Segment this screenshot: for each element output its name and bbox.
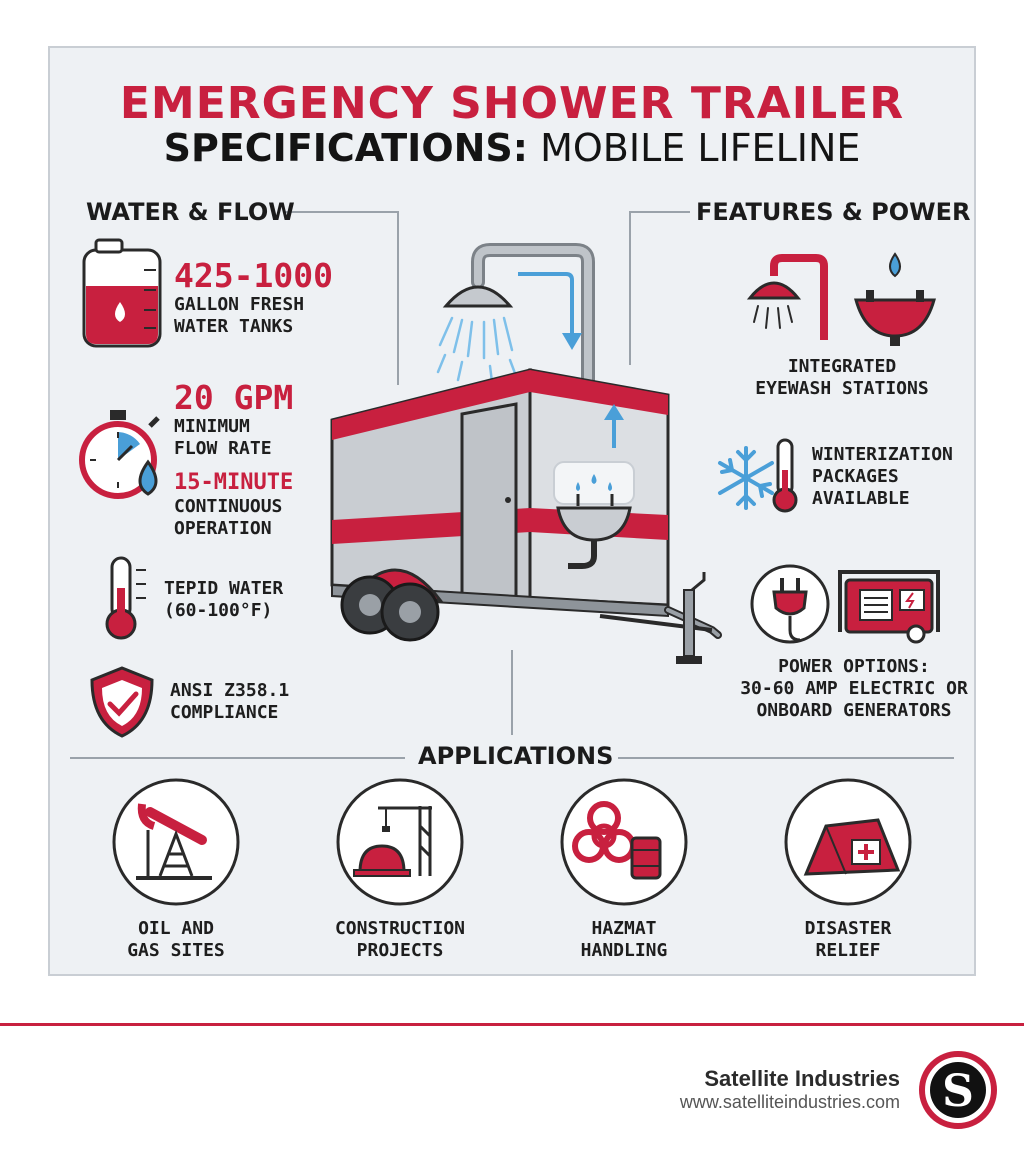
operation-duration-value: 15-MINUTE [174, 470, 294, 495]
plug-icon [752, 566, 828, 642]
relief-tent-icon [786, 780, 910, 904]
eyewash-basin-icon [856, 254, 934, 346]
tank-capacity-value: 425-1000 [174, 256, 333, 295]
satellite-logo [922, 1054, 994, 1126]
flow-rate-value: 20 GPM [174, 378, 294, 417]
shower-trailer-illustration [332, 250, 718, 664]
biohazard-barrel-icon [562, 780, 686, 904]
stopwatch-drop-icon [82, 410, 158, 496]
footer-divider [0, 1023, 1024, 1026]
brand-name: Satellite Industries [704, 1066, 900, 1091]
subtitle-rest: MOBILE LIFELINE [540, 126, 861, 170]
water-flow-heading: WATER & FLOW [86, 198, 295, 226]
page-title: EMERGENCY SHOWER TRAILER [119, 78, 905, 129]
shower-head-icon [750, 258, 824, 340]
eyewash-label: INTEGRATED EYEWASH STATIONS [755, 356, 929, 399]
winterization-label: WINTERIZATION PACKAGES AVAILABLE [812, 444, 953, 509]
tank-capacity-label: GALLON FRESH WATER TANKS [174, 294, 305, 337]
flow-rate-label: MINIMUM FLOW RATE [174, 416, 272, 459]
power-options-label: POWER OPTIONS: 30-60 AMP ELECTRIC OR ONBOARD GENERATORS [740, 656, 968, 721]
oil-pump-icon [114, 780, 238, 904]
crane-hardhat-icon [338, 780, 462, 904]
application-construction: CONSTRUCTION PROJECTS [334, 918, 466, 961]
water-spray [438, 318, 516, 382]
thermometer-icon [107, 558, 146, 638]
application-hazmat: HAZMAT HANDLING [580, 918, 668, 961]
water-tank-icon [84, 240, 160, 346]
brand-url[interactable]: www.satelliteindustries.com [679, 1092, 900, 1112]
logo-letter: S [942, 1066, 974, 1117]
applications-heading: APPLICATIONS [418, 742, 614, 770]
thermometer-icon [774, 440, 796, 511]
generator-icon [840, 572, 938, 642]
snowflake-icon [720, 448, 772, 508]
subtitle-bold: SPECIFICATIONS: [163, 126, 528, 170]
operation-duration-label: CONTINUOUS OPERATION [174, 496, 283, 539]
shower-head-icon [446, 287, 510, 306]
ansi-compliance-label: ANSI Z358.1 COMPLIANCE [170, 680, 290, 723]
flow-arrow-down [518, 274, 572, 335]
tepid-water-label: TEPID WATER (60-100°F) [164, 578, 284, 621]
shield-check-icon [92, 668, 152, 736]
trailer-jack [684, 590, 694, 656]
application-disaster-relief: DISASTER RELIEF [804, 918, 892, 961]
trailer-door [462, 404, 516, 602]
features-power-heading: FEATURES & POWER [696, 198, 971, 226]
application-oil-gas: OIL AND GAS SITES [127, 918, 225, 961]
